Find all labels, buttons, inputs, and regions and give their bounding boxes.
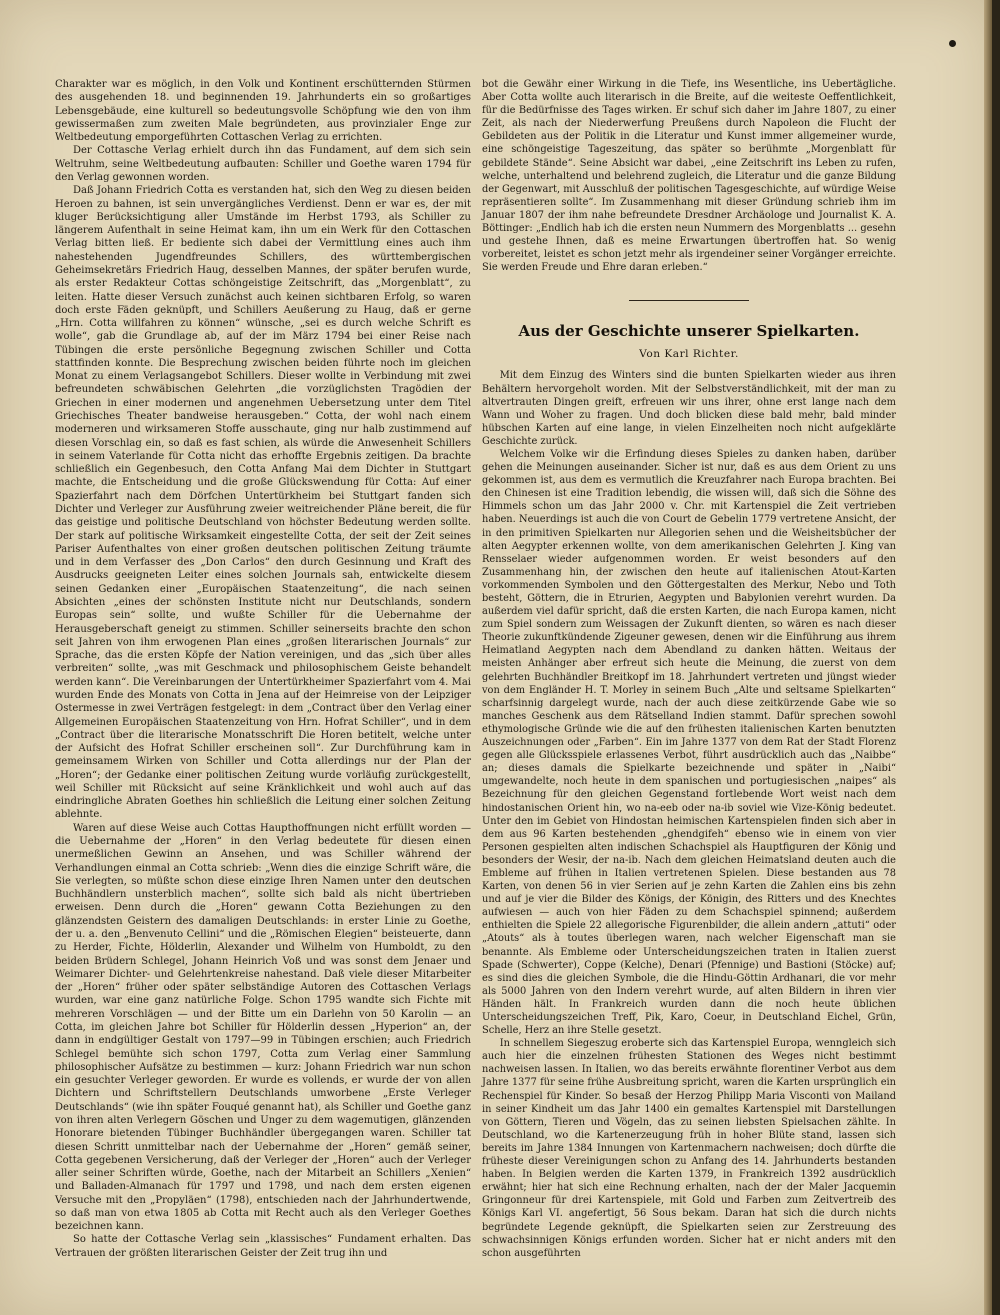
- ink-dot: [949, 40, 956, 47]
- paragraph: Mit dem Einzug des Winters sind die bunten Spielkarten wieder aus ihren Behältern hervorgeholt worden. Mit der Selbstverständlichkeit, mit der man zu altvertrauten Dingen greift, erfreuen wir uns ihrer, ohne erst lange nach dem Wann und Woher zu fragen. Und doch blicken diese bald mehr, bald minder hübschen Karten auf eine lange, in vielen Einzelheiten noch nicht aufgeklärte Geschichte zurück.: [482, 370, 896, 447]
- paragraph: In schnellem Siegeszug eroberte sich das Kartenspiel Europa, wenngleich sich auch hier die einzelnen frühesten Stationen des Weges nicht bestimmt nachweisen lassen. In Italien, wo das bereits erwähnte florentiner Verbot aus dem Jahre 1377 für seine frühe Ausbreitung spricht, waren die Karten ursprünglich ein Rechenspiel für Kinder. So besaß der Herzog Philipp Maria Visconti von Mailand in seiner Kindheit um das Jahr 1400 ein gemaltes Kartenspiel mit Darstellungen von Göttern, Tieren und Vögeln, das zu seinen liebsten Spielsachen zählte. In Deutschland, wo die Kartenerzeugung früh in hoher Blüte stand, lassen sich bereits im Jahre 1384 Innungen von Kartenmachern nachweisen; doch dürfte die früheste dieser Vereinigungen schon zu Anfang des 14. Jahrhunderts bestanden haben. In Belgien werden die Karten 1379, in Frankreich 1392 ausdrücklich erwähnt; hier hat sich eine Rechnung erhalten, nach der der Maler Jacquemin Gringonneur für drei Kartenspiele, mit Gold und Farben zum Zeitvertreib des Königs Karl VI. angefertigt, 56 Sous bekam. Daran hat sich die durch nichts begründete Legende geknüpft, die Spielkarten seien zur Zerstreuung des schwachsinnigen Königs erfunden worden. Sicher hat er nicht anders mit den schon ausgeführten: [482, 1038, 896, 1259]
- section-divider: [629, 300, 749, 301]
- paragraph: Waren auf diese Weise auch Cottas Haupthoffnungen nicht erfüllt worden — die Uebernahme der „Horen“ in den Verlag bedeutete für diesen einen unermeßlichen Gewinn an Ansehen, und was Schiller während der Verhandlungen einmal an Cotta schrieb: „Wenn dies die einzige Schrift wäre, die Sie verlegten, so müßte schon diese einzige Ihren Namen unter den deutschen Buchhändlern unsterblich machen“, sollte sich bald als nicht übertrieben erweisen. Denn durch die „Horen“ gewann Cotta Beziehungen zu den glänzendsten Geistern des damaligen Deutschlands: in erster Linie zu Goethe, der u. a. den „Benvenuto Cellini“ und die „Römischen Elegien“ beisteuerte, dann zu Herder, Fichte, Hölderlin, Alexander und Wilhelm von Humboldt, zu den beiden Brüdern Schlegel, Johann Heinrich Voß und was sonst dem Jenaer und Weimarer Dichter- und Gelehrtenkreise nahestand. Daß viele dieser Mitarbeiter der „Horen“ früher oder später selbständige Autoren des Cottaschen Verlags wurden, war eine ganz natürliche Folge. Schon 1795 wandte sich Fichte mit mehreren Vorschlägen — und der Bitte um ein Darlehn von 50 Karolin — an Cotta, im gleichen Jahre bot Schiller für Hölderlin dessen „Hyperion“ an, der dann in endgültiger Gestalt von 1797—99 in Tübingen erschien; auch Friedrich Schlegel bemühte sich schon 1797, Cotta zum Verlag einer Sammlung philosophischer Aufsätze zu bestimmen — kurz: Johann Friedrich war nun schon ein gesuchter Verleger geworden. Er wurde es vollends, er wurde der von allen Dichtern und Schriftstellern Deutschlands umworbene „Erste Verleger Deutschlands“ (wie ihn später Fouqué genannt hat), als Schiller und Goethe ganz von ihren alten Verlegern Göschen und Unger zu dem wagemutigen, glänzenden Honorare bietenden Tübinger Buchhändler übergegangen waren. Schiller tat diesen Schritt unmittelbar nach der Uebernahme der „Horen“ gemäß seiner, Cotta gegebenen Versicherung, daß der Verleger der „Horen“ auch der Verleger aller seiner Schriften würde, Goethe, nach der Mitarbeit an Schillers „Xenien“ und Balladen-Almanach für 1797 und 1798, und nach dem ersten eigenen Versuche mit den „Propyläen“ (1798), entschieden nach der Jahrhundertwende, so daß man von etwa 1805 ab Cotta mit Recht auch als den Verleger Goethes bezeichnen kann.: [55, 822, 471, 1233]
- paragraph: So hatte der Cottasche Verlag sein „klassisches“ Fundament erhalten. Das Vertrauen der größten literarischen Geister der Zeit trug ihn und: [55, 1234, 471, 1259]
- article-byline: Von Karl Richter.: [639, 348, 739, 361]
- paragraph: Welchem Volke wir die Erfindung dieses Spieles zu danken haben, darüber gehen die Meinungen auseinander. Sicher ist nur, daß es aus dem Orient zu uns gekommen ist, aus dem es vermutlich die Kreuzfahrer nach Europa brachten. Bei den Chinesen ist eine Tradition lebendig, die wissen will, daß sich die Söhne des Himmels schon um das Jahr 2000 v. Chr. mit Kartenspiel die Zeit vertrieben haben. Neuerdings ist auch die von Court de Gebelin 1779 vertretene Ansicht, der in den primitiven Spielkarten nur Allegorien sehen und die Weisheitsbücher der alten Aegypter erkennen wollte, von dem amerikanischen Gelehrten J. King van Rensselaer wieder aufgenommen worden. Er weist besonders auf den Zusammenhang hin, der zwischen den heute auf italienischen Atout-Karten vorkommenden Symbolen und den Göttergestalten des Merkur, Nebo und Toth besteht, Göttern, die in Etrurien, Aegypten und Babylonien verehrt wurden. Da außerdem viel dafür spricht, daß die ersten Karten, die nach Europa kamen, nicht zum Spiel sondern zum Weissagen der Zukunft dienten, so wären es nach dieser Theorie zukunftkündende Zigeuner gewesen, denen wir die Einführung aus ihrem Heimatland Aegypten nach dem Abendland zu danken hätten. Weitaus der meisten Anhänger aber erfreut sich heute die Meinung, die zuerst von dem gelehrten Buchhändler Breitkopf im 18. Jahrhundert vertreten und jüngst wieder von dem Engländer H. T. Morley in seinem Buch „Alte und seltsame Spielkarten“ scharfsinnig dargelegt wurde, nach der auch diese zeitkürzende Gabe wie so manches Geschenk aus dem Rätselland Indien stammt. Dafür sprechen sowohl ethymologische Gründe wie die auf den frühesten italienischen Karten benutzten Auszeichnungen oder „Farben“. Ein im Jahre 1377 von dem Rat der Stadt Florenz gegen alle Glücksspiele erlassenes Verbot, führt ausdrücklich auch das „Naibbe“ an; dieses damals die Spielkarte bezeichnende und später in „Naibi“ umgewandelte, noch heute in dem spanischen und portugiesischen „naipes“ als Bezeichnung für den gleichen Gegenstand fortlebende Wort weist nach dem hindostanischen Orient hin, wo na-eeb oder na-ib soviel wie Vize-König bedeutet. Unter den im Gebiet von Hindostan heimischen Kartenspielen finden sich aber in dem aus 96 Karten bestehenden „ghendgifeh“ ebenso wie in einem von vier Personen gespielten alten indischen Schachspiel als Hauptfiguren der König und besonders der Wesir, der na-ib. Nach dem gleichen Heimatsland deuten auch die Embleme auf frühen in Italien vertretenen Spielen. Diese bestanden aus 78 Karten, von denen 56 in vier Serien auf je zehn Karten die Zahlen eins bis zehn und auf je vier die Bilder des Königs, der Königin, des Ritters und des Knechtes aufwiesen — auch von hier Fäden zu dem Schachspiel spinnend; außerdem enthielten die Spiele 22 allegorische Figurenbilder, die allein andern „attuti“ oder „Atouts“ als à toutes überlegen waren, nach welcher Eigenschaft man sie benannte. Als Embleme oder Unterscheidungszeichen traten in Italien zuerst Spade (Schwerter), Coppe (Kelche), Denari (Pfennige) und Bastioni (Stöcke) auf; es sind dies die gleichen Symbole, die die Hindu-Göttin Ardhanari, die vor mehr als 5000 Jahren von den Indern verehrt wurde, auf alten Bildern in ihren vier Händen hält. In Frankreich wurden dann die noch heute üblichen Unterscheidungszeichen Treff, Pik, Karo, Coeur, in Deutschland Eichel, Grün, Schelle, Herz an ihre Stelle gesetzt.: [482, 448, 896, 1037]
- paragraph: bot die Gewähr einer Wirkung in die Tiefe, ins Wesentliche, ins Uebertägliche. Aber Cotta wollte auch literarisch in die Breite, auf die weiteste Oeffentlichkeit, für die Bedürfnisse des Tages wirken. Er schuf sich daher im Jahre 1807, zu einer Zeit, als nach der Niederwerfung Preußens durch Napoleon die Flucht der Gebildeten aus der Politik in die Literatur und Kunst immer allgemeiner wurde, eine schöngeistige Tageszeitung, das später so berühmte „Morgenblatt für gebildete Stände“. Seine Absicht war dabei, „eine Zeitschrift ins Leben zu rufen, welche, unterhaltend und belehrend zugleich, die Literatur und die ganze Bildung der Gegenwart, mit Ausschluß der politischen Tagesgeschichte, auf würdige Weise repräsentieren sollte“. Im Zusammenhang mit dieser Gründung schrieb ihm im Januar 1807 der ihm nahe befreundete Dresdner Archäologe und Journalist K. A. Böttinger: „Endlich hab ich die ersten neun Nummern des Morgenblatts ... gesehn und gestehe Ihnen, daß es meine Erwartungen übertroffen hat. So wenig vorbereitet, leistet es schon jetzt mehr als irgendeiner seiner Vorgänger erreichte. Sie werden Freude und Ehre daran erleben.“: [482, 79, 896, 274]
- paragraph: Der Cottasche Verlag erhielt durch ihn das Fundament, auf dem sich sein Weltruhm, seine Weltbedeutung aufbauten: Schiller und Goethe waren 1794 für den Verlag gewonnen worden.: [55, 145, 471, 183]
- left-column: [55, 78, 471, 1260]
- page-edge: [984, 0, 992, 1315]
- paragraph: Daß Johann Friedrich Cotta es verstanden hat, sich den Weg zu diesen beiden Heroen zu bahnen, ist sein unvergängliches Verdienst. Denn er war es, der mit kluger Berücksichtigung aller Umstände im Herbst 1793, als Schiller zu längerem Aufenthalt in seine Heimat kam, ihn um ein Werk für den Cottaschen Verlag bitten ließ. Er bediente sich dabei der Vermittlung eines auch ihm nahestehenden Jugendfreundes Schillers, des württembergischen Geheimsekretärs Friedrich Haug, desselben Mannes, der später berufen wurde, als erster Redakteur Cottas schöngeistige Zeitschrift, das „Morgenblatt“, zu leiten. Hatte dieser Versuch zunächst auch keinen sichtbaren Erfolg, so waren doch erste Fäden geknüpft, und Schillers Aeußerung zu Haug, daß er gerne „Hrn. Cotta willfahren zu können“ wünsche, „sei es durch welche Schrift es wolle“, gab die Grundlage ab, auf der im März 1794 bei einer Reise nach Tübingen die erste persönliche Begegnung zwischen Schiller und Cotta stattfinden konnte. Die Besprechung zwischen beiden führte noch im gleichen Monat zu einem Verlagsangebot Schillers. Dieser wollte in Verbindung mit zwei befreundeten schwäbischen Gelehrten „die vorzüglichsten Tragödien der Griechen in einer modernen und angenehmen Uebersetzung unter dem Titel Griechisches Theater bandweise herausgeben.“ Cotta, der wohl nach einem moderneren und wirksameren Stoffe ausschaute, ging nur halb zustimmend auf diesen Vorschlag ein, so daß es fast schien, als würde die Anwesenheit Schillers in seinem Vaterlande für Cotta nicht das erhoffte Ergebnis zeitigen. Da brachte schließlich ein Gegenbesuch, den Cotta Anfang Mai dem Dichter in Stuttgart machte, die Entscheidung und die große Glückswendung für Cotta: Auf einer Spazierfahrt nach dem Dörfchen Untertürkheim bei Stuttgart fanden sich Dichter und Verleger zur Ausführung zweier weitreichender Pläne bereit, die für das geistige und politische Deutschland von höchster Bedeutung werden sollte. Der stark auf politische Wirksamkeit eingestellte Cotta, der seit der Zeit seines Pariser Aufenthaltes von einer großen deutschen politischen Zeitung träumte und in dem Verfasser des „Don Carlos“ den durch Gesinnung und Kraft des Ausdrucks geeigneten Leiter eines solchen Journals sah, entwickelte diesem seinen Gedanken einer „Europäischen Staatenzeitung“, die nach seinen Absichten „eines der schönsten Institute nicht nur Deutschlands, sondern Europas sein“ sollte, und wußte Schiller für die Uebernahme der Herausgeberschaft geneigt zu stimmen. Schiller seinerseits brachte den schon seit Jahren von ihm erwogenen Plan eines „großen literarischen Journals“ zur Sprache, das die ersten Köpfe der Nation vereinigen, und das „sich über alles verbreiten“ sollte, „was mit Geschmack und philosophischem Geiste behandelt werden kann“. Die Vereinbarungen der Untertürkheimer Spazierfahrt vom 4. Mai wurden Ende des Monats von Cotta in Jena auf der Heimreise von der Leipziger Ostermesse in zwei Verträgen festgelegt: in dem „Contract über den Verlag einer Allgemeinen Europäischen Staatenzeitung von Hrn. Hofrat Schiller“, und in dem „Contract über die literarische Monatsschrift Die Horen betitelt, welche unter der Aufsicht des Hofrat Schiller erscheinen soll“. Zur Durchführung kam in gemeinsamem Wirken von Schiller und Cotta allerdings nur der Plan der „Horen“; der Gedanke einer politischen Zeitung wurde vorläufig zurückgestellt, weil Schiller mit Rücksicht auf seine Kränklichkeit und wohl auch auf das eindringliche Abraten Goethes hin schließlich die Leitung einer solchen Zeitung ablehnte.: [55, 185, 471, 821]
- paragraph: Charakter war es möglich, in den Volk und Kontinent erschütternden Stürmen des ausgehenden 18. und beginnenden 19. Jahrhunderts ein so großartiges Lebensgebäude, eine kulturell so bedeutungsvolle Schöpfung wie den von ihm gewissermaßen zum zweiten Male begründeten, aus provinzialer Enge zur Weltbedeutung emporgeführten Cottaschen Verlag zu errichten.: [55, 79, 471, 144]
- right-column: [482, 78, 896, 1260]
- article-title: Aus der Geschichte unserer Spielkarten.: [518, 322, 860, 341]
